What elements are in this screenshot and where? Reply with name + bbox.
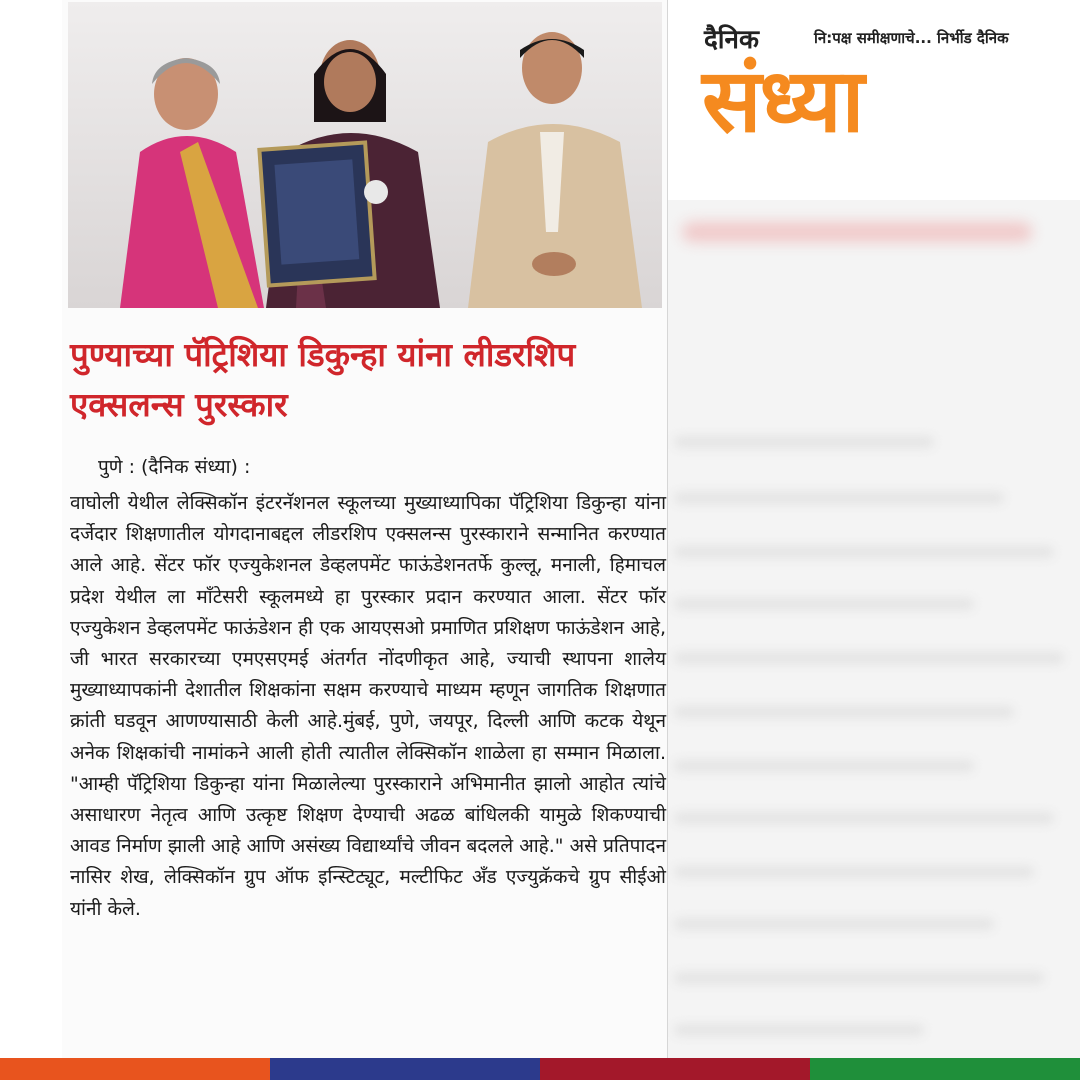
article-headline: पुण्याच्या पॅट्रिशिया डिकुन्हा यांना लीडरशिप एक्सलन्स पुरस्कार bbox=[70, 335, 576, 424]
blurred-text-line bbox=[674, 436, 934, 448]
masthead-logo: संध्या bbox=[702, 49, 863, 152]
bar-segment-blue bbox=[270, 1058, 540, 1080]
blurred-text-line bbox=[674, 598, 974, 610]
bar-segment-orange bbox=[0, 1058, 270, 1080]
blurred-text-line bbox=[674, 972, 1044, 984]
award-photo-illustration bbox=[68, 2, 662, 308]
masthead-prefix: दैनिक bbox=[704, 25, 759, 55]
bar-segment-green bbox=[810, 1058, 1080, 1080]
article-body: वाघोली येथील लेक्सिकॉन इंटरनॅशनल स्कूलच्या मुख्याध्यापिका पॅट्रिशिया डिकुन्हा यांना दर्जेदार शिक्षणातील योगदानाबद्दल लीडरशिप एक्सलन्स पुरस्काराने सन्मानित करण्यात आले आहे. सेंटर फॉर एज्युकेशनल डेव्हलपमेंट फाऊंडेशनतर्फे कुल्लू, मनाली, हिमाचल प्रदेश येथील ला मॉंटेसरी स्कूलमध्ये हा पुरस्कार प्रदान करण्यात आला. सेंटर फॉर एज्युकेशन डेव्हलपमेंट फाऊंडेशन ही एक आयएसओ प्रमाणित प्रशिक्षण फाऊंडेशन आहे, जी भारत सरकारच्या एमएसएमई अंतर्गत नोंदणीकृत आहे, ज्याची स्थापना शालेय मुख्याध्यापकांनी देशातील शिक्षकांना सक्षम करण्याचे माध्यम म्हणून जागतिक शिक्षणात क्रांती घडवून आणण्यासाठी केली आहे.मुंबई, पुणे, जयपूर, दिल्ली आणि कटक येथून अनेक शिक्षकांची नामांकने आली होती त्यातील लेक्सिकॉन शाळेला हा सम्मान मिळाला. "आम्ही पॅट्रिशिया डिकुन्हा यांना मिळालेल्या पुरस्काराने अभिमानीत झालो आहोत त्यांचे असाधारण नेतृत्व आणि उत्कृष्ट शिक्षण देण्याची अढळ बांधिलकी यामुळे शिकण्याची आवड निर्माण झाली आहे आणि असंख्य विद्यार्थ्यांचे जीवन बदलले आहे." असे प्रतिपादन नासिर शेख, लेक्सिकॉन ग्रुप ऑफ इन्स्टिट्यूट, मल्टीफिट अँड एज्युक्रॅकचे ग्रुप सीईओ यांनी केले. bbox=[70, 492, 666, 920]
blurred-text-line bbox=[674, 492, 1004, 504]
blurred-text-line bbox=[674, 546, 1054, 558]
article-clipping bbox=[62, 0, 668, 1058]
masthead bbox=[668, 0, 1080, 200]
blurred-text-line bbox=[674, 706, 1014, 718]
blurred-text-line bbox=[674, 1024, 924, 1036]
blurred-text-line bbox=[674, 918, 994, 930]
blurred-text-line bbox=[674, 812, 1054, 824]
article-byline: पुणे : (दैनिक संध्या) : bbox=[98, 456, 251, 478]
bottom-color-bar bbox=[0, 1058, 1080, 1080]
blurred-text-line bbox=[674, 866, 1034, 878]
blurred-heading bbox=[682, 222, 1032, 242]
masthead-tagline: नि:पक्ष समीक्षणाचे... निर्भीड दैनिक bbox=[814, 29, 1009, 47]
blurred-page-area bbox=[668, 200, 1080, 1058]
blurred-text-line bbox=[674, 652, 1064, 664]
bar-segment-red bbox=[540, 1058, 810, 1080]
award-photo bbox=[68, 2, 662, 308]
blurred-text-line bbox=[674, 760, 974, 772]
